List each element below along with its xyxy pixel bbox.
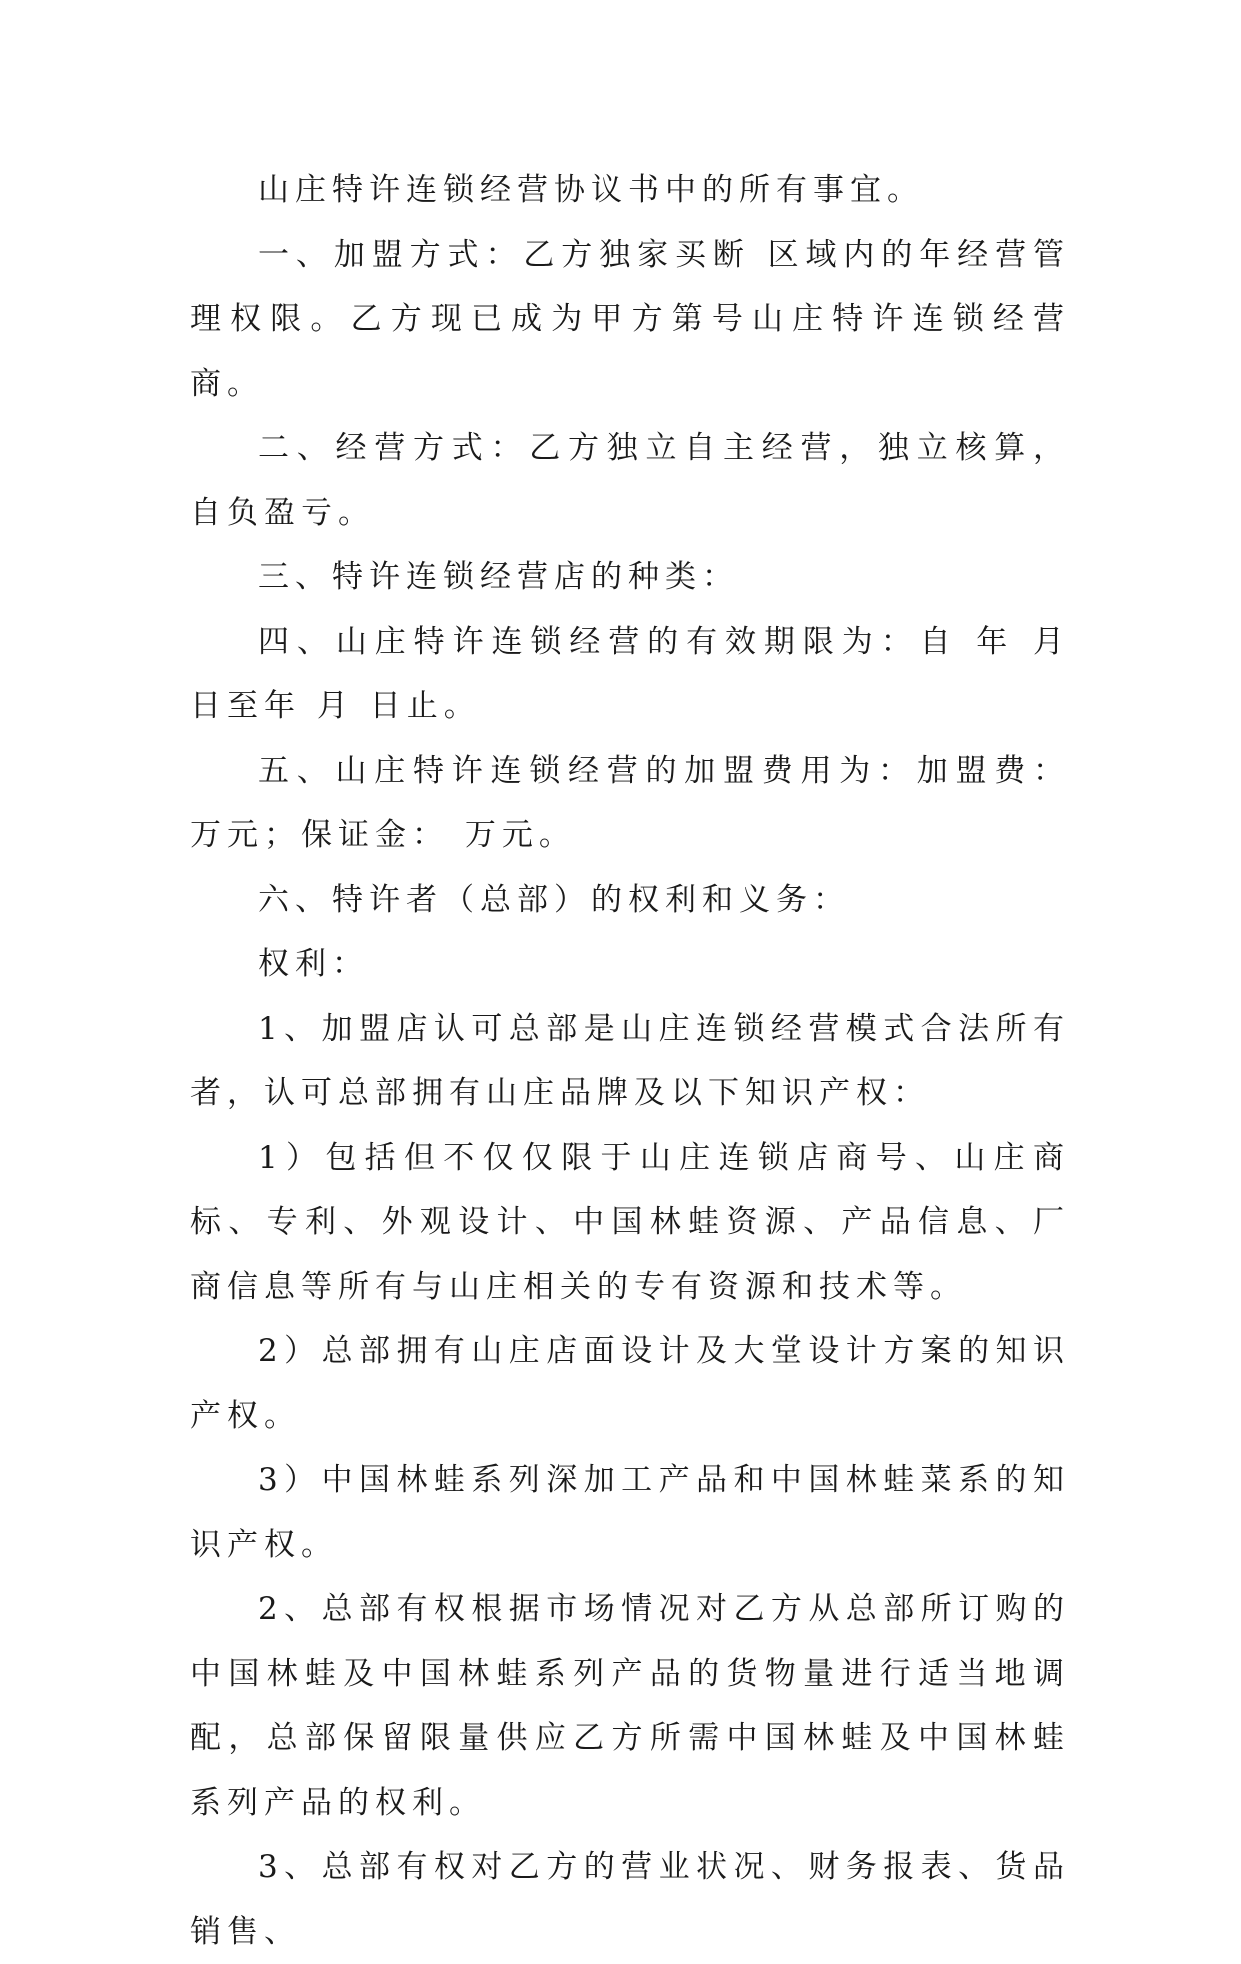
paragraph-right-1-3: 3）中国林蛙系列深加工产品和中国林蛙菜系的知识产权。 [190, 1462, 1070, 1563]
paragraph-validity-period: 四、山庄特许连锁经营的有效期限为：自 年 月 日至年 月 日止。 [190, 623, 1070, 724]
paragraph-store-types: 三、特许连锁经营店的种类： [258, 559, 739, 595]
paragraph-right-1-1: 1）包括但不仅仅限于山庄连锁店商号、山庄商标、专利、外观设计、中国林蛙资源、产品信息、厂商信息等所有与山庄相关的专有资源和技术等。 [190, 1139, 1070, 1305]
paragraph-right-2: 2、总部有权根据市场情况对乙方从总部所订购的中国林蛙及中国林蛙系列产品的货物量进行适当地调配，总部保留限量供应乙方所需中国林蛙及中国林蛙系列产品的权利。 [190, 1591, 1070, 1821]
paragraph-right-3: 3、总部有权对乙方的营业状况、财务报表、货品销售、 [190, 1849, 1070, 1950]
paragraph-rights-label: 权利： [258, 946, 369, 982]
paragraph-right-1: 1、加盟店认可总部是山庄连锁经营模式合法所有者，认可总部拥有山庄品牌及以下知识产权： [190, 1010, 1070, 1111]
paragraph-franchisor-rights-heading: 六、特许者（总部）的权利和义务： [258, 881, 850, 918]
paragraph-right-1-2: 2）总部拥有山庄店面设计及大堂设计方案的知识产权。 [190, 1333, 1070, 1434]
paragraph-franchise-method: 一、加盟方式：乙方独家买断 区域内的年经营管理权限。乙方现已成为甲方第号山庄特许连锁经营商。 [190, 236, 1070, 402]
paragraph-fees: 五、山庄特许连锁经营的加盟费用为：加盟费： 万元；保证金： 万元。 [190, 752, 1070, 853]
paragraph-intro: 山庄特许连锁经营协议书中的所有事宜。 [258, 172, 924, 208]
paragraph-operation-method: 二、经营方式：乙方独立自主经营，独立核算，自负盈亏。 [190, 430, 1070, 531]
document-body [190, 158, 1070, 1964]
